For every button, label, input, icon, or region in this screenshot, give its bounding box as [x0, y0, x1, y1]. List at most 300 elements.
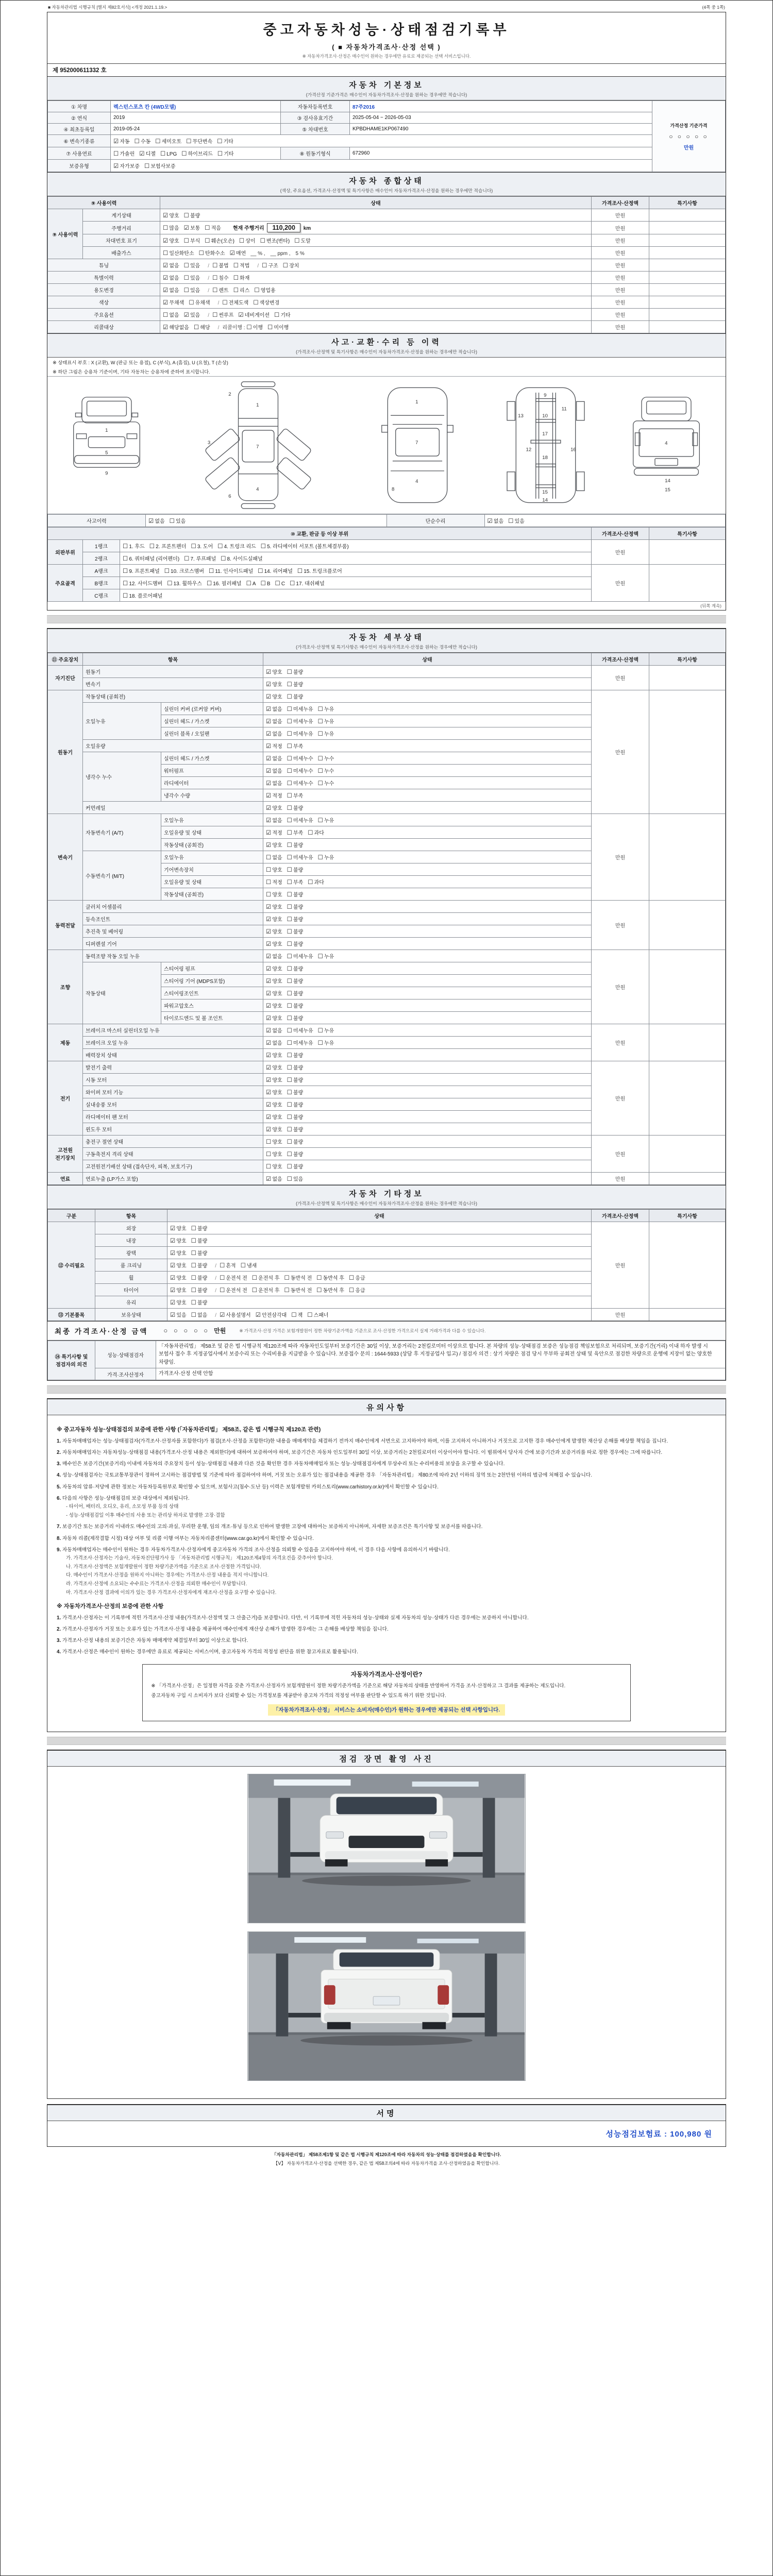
- checkbox-누유[interactable]: ☐ 누유: [317, 854, 334, 861]
- checkbox-부족[interactable]: ☐ 부족: [287, 792, 304, 799]
- status-cell: [263, 1061, 592, 1073]
- exchange-rank-table: [47, 527, 726, 602]
- overall-condition-section: [47, 196, 726, 333]
- checkbox-glyph: ☐: [287, 953, 292, 960]
- checkbox-양호[interactable]: ☑ 양호: [266, 1114, 282, 1121]
- checkbox-없음[interactable]: ☑ 없음: [163, 275, 179, 281]
- checkbox-있음[interactable]: ☐ 있음: [287, 1176, 304, 1182]
- checkbox-누수[interactable]: ☐ 누수: [317, 768, 334, 774]
- checkbox-미세누유[interactable]: ☐ 미세누유: [287, 1040, 313, 1046]
- checkbox-잭[interactable]: ☐ 잭: [291, 1312, 303, 1318]
- checkbox-불량[interactable]: ☐ 불량: [287, 941, 304, 947]
- subitem-label: 작동상태 (공회전): [161, 838, 263, 851]
- checkbox-미세누수[interactable]: ☐ 미세누수: [287, 755, 313, 762]
- checkbox-부족[interactable]: ☐ 부족: [287, 879, 304, 886]
- checkbox-부족[interactable]: ☐ 부족: [287, 743, 304, 750]
- checkbox-안전삼각대[interactable]: ☑ 안전삼각대: [255, 1312, 287, 1318]
- checkbox-미세누유[interactable]: ☐ 미세누유: [287, 731, 313, 737]
- checkbox-glyph: ☐: [287, 904, 292, 910]
- checkbox-불량[interactable]: ☐ 불량: [287, 1101, 304, 1108]
- checkbox-없음[interactable]: ☑ 없음: [266, 706, 282, 713]
- checkbox-불량[interactable]: ☐ 불량: [287, 1015, 304, 1022]
- checkbox-적정[interactable]: ☑ 적정: [266, 743, 282, 750]
- checkbox-양호[interactable]: ☑ 양호: [266, 842, 282, 849]
- checkbox-없음[interactable]: ☑ 없음: [266, 1027, 282, 1034]
- checkbox-응급[interactable]: ☐ 응급: [349, 1275, 365, 1281]
- checkbox-glyph: ☐: [191, 1299, 196, 1306]
- checkbox-자동[interactable]: ☑ 자동: [113, 139, 130, 145]
- checkbox-12. 사이드멤버[interactable]: ☐ 12. 사이드멤버: [123, 580, 163, 587]
- checkbox-불량[interactable]: ☐ 불량: [287, 891, 304, 898]
- checkbox-운전석 전[interactable]: ☐ 운전석 전: [220, 1287, 247, 1294]
- status-cell: [263, 888, 592, 900]
- checkbox-18. 플로어패널[interactable]: ☐ 18. 플로어패널: [123, 592, 163, 599]
- checkbox-불량[interactable]: ☐ 불량: [287, 1089, 304, 1096]
- item-label: 유리: [95, 1296, 167, 1308]
- checkbox-없음[interactable]: ☑ 없음: [163, 263, 179, 269]
- checkbox-양호[interactable]: ☐ 양호: [266, 891, 282, 898]
- checkbox-불량[interactable]: ☐ 불량: [287, 681, 304, 688]
- checkbox-무단변속[interactable]: ☐ 무단변속: [186, 139, 213, 145]
- checkbox-없음[interactable]: ☑ 없음: [266, 1040, 282, 1046]
- car-rear-diagram: [623, 383, 710, 507]
- checkbox-glyph: ☑: [266, 1003, 272, 1009]
- checkbox-있음[interactable]: ☐ 있음: [508, 518, 525, 524]
- checkbox-glyph: ☐: [291, 1312, 297, 1318]
- checkbox-불량[interactable]: ☐ 불량: [287, 1151, 304, 1158]
- checkbox-화재[interactable]: ☐ 화재: [233, 275, 250, 281]
- col-header: 상태: [160, 197, 592, 209]
- checkbox-양호[interactable]: ☑ 양호: [266, 681, 282, 688]
- checkbox-양호[interactable]: ☑ 양호: [266, 693, 282, 700]
- checkbox-양호[interactable]: ☑ 양호: [266, 805, 282, 811]
- checkbox-미세누수[interactable]: ☐ 미세누수: [287, 768, 313, 774]
- checkbox-미세누유[interactable]: ☐ 미세누유: [287, 718, 313, 725]
- checkbox-미세누유[interactable]: ☐ 미세누유: [287, 706, 313, 713]
- checkbox-동반석 전[interactable]: ☐ 동반석 전: [284, 1287, 312, 1294]
- checkbox-C[interactable]: ☐ C: [275, 580, 285, 587]
- item-label: 냉각수 누수: [83, 752, 161, 801]
- checkbox-glyph: ☑: [266, 1114, 272, 1121]
- checkbox-불량[interactable]: ☐ 불량: [191, 1287, 208, 1294]
- checkbox-14. 리어패널[interactable]: ☐ 14. 리어패널: [258, 568, 293, 574]
- checkbox-불량[interactable]: ☐ 불량: [287, 669, 304, 675]
- checkbox-양호[interactable]: ☑ 양호: [170, 1299, 187, 1306]
- checkbox-glyph: ☑: [266, 743, 272, 750]
- checkbox-누유[interactable]: ☐ 누유: [317, 1027, 334, 1034]
- engine-type: 672960: [350, 147, 652, 160]
- checkbox-불량[interactable]: ☐ 불량: [287, 1163, 304, 1170]
- checkbox-없음[interactable]: ☑ 없음: [266, 768, 282, 774]
- checkbox-glyph: ☐: [317, 731, 323, 737]
- status-cell: [263, 1073, 592, 1086]
- status-cell: [263, 739, 592, 752]
- checkbox-없음[interactable]: ☑ 없음: [487, 518, 504, 524]
- checkbox-없음[interactable]: ☑ 없음: [266, 780, 282, 787]
- checkbox-불량[interactable]: ☐ 불량: [191, 1225, 208, 1232]
- svg-text:4: 4: [664, 440, 668, 446]
- checkbox-탄화수소[interactable]: ☐ 탄화수소: [198, 250, 225, 257]
- checkbox-상이[interactable]: ☐ 상이: [239, 238, 256, 244]
- checkbox-불량[interactable]: ☐ 불량: [183, 213, 200, 219]
- checkbox-동반석 후[interactable]: ☐ 동반석 후: [316, 1275, 344, 1281]
- checkbox-적정[interactable]: ☑ 적정: [266, 829, 282, 836]
- notice-subtitle: ※ 중고자동차 성능·상태점검의 보증에 관한 사항 (「자동차관리법」 제58조, 같은 법 시행규칙 제120조 관련): [57, 1426, 321, 1433]
- car-front-diagram: [63, 383, 150, 507]
- checkbox-있음[interactable]: ☐ 있음: [183, 263, 200, 269]
- checkbox-디젤[interactable]: ☑ 디젤: [139, 151, 156, 157]
- checkbox-하이브리드[interactable]: ☐ 하이브리드: [181, 151, 213, 157]
- checkbox-적정[interactable]: ☑ 적정: [266, 792, 282, 799]
- note-cell: [649, 900, 726, 950]
- checkbox-A[interactable]: ☐ A: [246, 580, 256, 587]
- checkbox-양호[interactable]: ☑ 양호: [266, 1015, 282, 1022]
- checkbox-있음[interactable]: ☑ 있음: [183, 312, 200, 318]
- checkbox-누유[interactable]: ☐ 누유: [317, 706, 334, 713]
- block-signature: [47, 2104, 726, 2147]
- checkbox-도말[interactable]: ☐ 도말: [294, 238, 311, 244]
- checkbox-누유[interactable]: ☐ 누유: [317, 1040, 334, 1046]
- checkbox-없음[interactable]: ☑ 없음: [163, 287, 179, 294]
- checkbox-양호[interactable]: ☐ 양호: [266, 867, 282, 873]
- checkbox-2. 프론트펜더[interactable]: ☐ 2. 프론트펜더: [149, 543, 187, 550]
- checkbox-15. 트렁크플로어[interactable]: ☐ 15. 트렁크플로어: [297, 568, 342, 574]
- checkbox-누유[interactable]: ☐ 누유: [317, 953, 334, 960]
- checkbox-누유[interactable]: ☐ 누유: [317, 731, 334, 737]
- subitem-label: 기어변속장치: [161, 863, 263, 875]
- checkbox-glyph: ☑: [220, 1312, 225, 1318]
- checkbox-glyph: ☑: [163, 325, 169, 331]
- checkbox-유채색[interactable]: ☐ 유채색: [189, 300, 210, 306]
- opinion-who: 성능·상태점검자: [95, 1341, 156, 1368]
- status-cell: [263, 950, 592, 962]
- checkbox-양호[interactable]: ☑ 양호: [266, 965, 282, 972]
- checkbox-누수[interactable]: ☐ 누수: [317, 780, 334, 787]
- checkbox-5. 라디에이터 서포트 (볼트체결부품)[interactable]: ☐ 5. 라디에이터 서포트 (볼트체결부품): [260, 543, 349, 550]
- checkbox-불량[interactable]: ☐ 불량: [191, 1299, 208, 1306]
- checkbox-네비게이션[interactable]: ☑ 네비게이션: [238, 312, 270, 318]
- checkbox-침수[interactable]: ☐ 침수: [212, 275, 229, 281]
- checkbox-양호[interactable]: ☑ 양호: [266, 941, 282, 947]
- checkbox-불량[interactable]: ☐ 불량: [287, 1064, 304, 1071]
- checkbox-장치[interactable]: ☐ 장치: [282, 263, 299, 269]
- checkbox-불량[interactable]: ☐ 불량: [287, 805, 304, 811]
- checkbox-누수[interactable]: ☐ 누수: [317, 755, 334, 762]
- checkbox-양호[interactable]: ☑ 양호: [266, 1077, 282, 1083]
- checkbox-구조[interactable]: ☐ 구조: [262, 263, 278, 269]
- checkbox-B[interactable]: ☐ B: [260, 580, 271, 587]
- checkbox-영업용[interactable]: ☐ 영업용: [254, 287, 276, 294]
- svg-text:14: 14: [542, 497, 548, 503]
- note-cell: [649, 296, 726, 309]
- checkbox-응급[interactable]: ☐ 응급: [349, 1287, 365, 1294]
- checkbox-냄새[interactable]: ☐ 냄새: [240, 1262, 257, 1269]
- checkbox-이행[interactable]: ☐ 이행: [246, 325, 263, 331]
- checkbox-썬루프[interactable]: ☐ 썬루프: [212, 312, 234, 318]
- item-label: 계기상태: [83, 209, 160, 222]
- checkbox-양호[interactable]: ☑ 양호: [266, 1089, 282, 1096]
- checkbox-불량[interactable]: ☐ 불량: [287, 842, 304, 849]
- status-cell: [263, 838, 592, 851]
- checkbox-불량[interactable]: ☐ 불량: [287, 978, 304, 985]
- checkbox-없음[interactable]: ☐ 없음: [163, 312, 179, 318]
- checkbox-불량[interactable]: ☐ 불량: [287, 1139, 304, 1145]
- item-label: 원동기: [83, 665, 263, 677]
- section-divider: [47, 615, 726, 623]
- subitem-label: 실린더 헤드 / 가스켓: [161, 752, 263, 764]
- checkbox-미세누유[interactable]: ☐ 미세누유: [287, 953, 313, 960]
- checkbox-불량[interactable]: ☐ 불량: [191, 1250, 208, 1257]
- checkbox-자가보증[interactable]: ☑ 자가보증: [113, 163, 140, 170]
- checkbox-훼손(오손)[interactable]: ☐ 훼손(오손): [205, 238, 234, 244]
- checkbox-양호[interactable]: ☑ 양호: [163, 213, 179, 219]
- checkbox-16. 필러패널[interactable]: ☐ 16. 필러패널: [206, 580, 242, 587]
- basic-info-table: [47, 100, 726, 172]
- checkbox-11. 인사이드패널[interactable]: ☐ 11. 인사이드패널: [209, 568, 254, 574]
- note-cell: [649, 539, 726, 564]
- checkbox-기타[interactable]: ☐ 기타: [217, 151, 234, 157]
- checkbox-세미오토[interactable]: ☐ 세미오토: [155, 139, 182, 145]
- checkbox-기타[interactable]: ☐ 기타: [217, 139, 233, 145]
- rank-label: 1랭크: [83, 539, 120, 552]
- checkbox-과다[interactable]: ☐ 과다: [308, 879, 324, 886]
- checkbox-양호[interactable]: ☐ 양호: [266, 1151, 282, 1158]
- checkbox-보통[interactable]: ☑ 보통: [183, 225, 200, 231]
- checkbox-13. 휠하우스[interactable]: ☐ 13. 휠하우스: [167, 580, 202, 587]
- item-label: 색상: [48, 296, 160, 309]
- checkbox-양호[interactable]: ☑ 양호: [266, 904, 282, 910]
- checkbox-무채색[interactable]: ☑ 무채색: [163, 300, 184, 306]
- checkbox-과다[interactable]: ☐ 과다: [308, 829, 324, 836]
- checkbox-LPG[interactable]: ☐ LPG: [160, 151, 177, 157]
- svg-text:15: 15: [664, 487, 670, 493]
- checkbox-양호[interactable]: ☐ 양호: [266, 1163, 282, 1170]
- checkbox-양호[interactable]: ☑ 양호: [266, 1052, 282, 1059]
- checkbox-누유[interactable]: ☐ 누유: [317, 817, 334, 824]
- checkbox-불량[interactable]: ☐ 불량: [287, 916, 304, 923]
- checkbox-양호[interactable]: ☑ 양호: [266, 916, 282, 923]
- checkbox-적법[interactable]: ☐ 적법: [233, 263, 250, 269]
- checkbox-glyph: ☑: [266, 1101, 272, 1108]
- checkbox-색상변경[interactable]: ☐ 색상변경: [253, 300, 280, 306]
- checkbox-양호[interactable]: ☑ 양호: [163, 238, 179, 244]
- subitem-label: 오일누유: [161, 851, 263, 863]
- checkbox-동반석 후[interactable]: ☐ 동반석 후: [316, 1287, 344, 1294]
- checkbox-운전석 전[interactable]: ☐ 운전석 전: [220, 1275, 247, 1281]
- checkbox-양호[interactable]: ☐ 양호: [266, 1139, 282, 1145]
- checkbox-양호[interactable]: ☑ 양호: [266, 1064, 282, 1071]
- checkbox-미세누유[interactable]: ☐ 미세누유: [287, 1027, 313, 1034]
- checkbox-렌트[interactable]: ☐ 렌트: [212, 287, 229, 294]
- checkbox-미세누유[interactable]: ☐ 미세누유: [287, 854, 313, 861]
- checkbox-양호[interactable]: ☑ 양호: [266, 978, 282, 985]
- svg-text:2: 2: [228, 391, 231, 397]
- checkbox-흔적[interactable]: ☐ 흔적: [220, 1262, 236, 1269]
- subitem-label: 스티어링 펌프: [161, 962, 263, 974]
- checkbox-불량[interactable]: ☐ 불량: [191, 1238, 208, 1244]
- checkbox-부족[interactable]: ☐ 부족: [287, 829, 304, 836]
- photo-area: [47, 1767, 726, 2098]
- checkbox-불법[interactable]: ☐ 불법: [212, 263, 229, 269]
- section-title: 사고·교환·수리 등 이력: [331, 338, 442, 347]
- checkbox-미세누유[interactable]: ☐ 미세누유: [287, 817, 313, 824]
- col-header: 상태: [167, 1209, 592, 1222]
- checkbox-적정[interactable]: ☐ 적정: [266, 879, 282, 886]
- checkbox-기타[interactable]: ☐ 기타: [274, 312, 291, 318]
- inspection-photo-rear: [247, 1931, 526, 2081]
- checkbox-4. 트렁크 리드[interactable]: ☐ 4. 트렁크 리드: [217, 543, 256, 550]
- detail-condition-section: [47, 653, 726, 1185]
- checkbox-glyph: ☐: [287, 1163, 292, 1170]
- checkbox-있음[interactable]: ☑ 있음: [170, 1312, 187, 1318]
- checkbox-있음[interactable]: ☐ 있음: [169, 518, 186, 524]
- checkbox-불량[interactable]: ☐ 불량: [287, 1126, 304, 1133]
- checkbox-운전석 후[interactable]: ☐ 운전석 후: [251, 1275, 280, 1281]
- item-label: 브레이크 오일 누유: [83, 1036, 263, 1048]
- checkbox-많음[interactable]: ☐ 많음: [163, 225, 179, 231]
- section-title: 자동차 세부상태: [349, 633, 424, 642]
- checkbox-불량[interactable]: ☐ 불량: [287, 1003, 304, 1009]
- checkbox-없음[interactable]: ☑ 없음: [266, 1176, 282, 1182]
- notice-item: 7. 보증기간 또는 보증거리 이내라도 매수인의 고의·과실, 무리한 운행, 임의 개조·튜닝 등으로 인하여 발생한 고장에 대하여는 보증하지 아니하며, 자세한 보증조건은 특기사항 및 보증서를 따릅니다.: [57, 1524, 483, 1530]
- detail-condition-table: [47, 653, 726, 1185]
- checkbox-양호[interactable]: ☑ 양호: [170, 1225, 187, 1232]
- svg-text:7: 7: [415, 439, 418, 446]
- item-label: 용도변경: [48, 284, 160, 296]
- svg-text:1: 1: [415, 399, 418, 405]
- checkbox-10. 크로스멤버[interactable]: ☐ 10. 크로스멤버: [164, 568, 205, 574]
- checkbox-수동[interactable]: ☐ 수동: [134, 139, 151, 145]
- checkbox-없음[interactable]: ☑ 없음: [266, 817, 282, 824]
- checkbox-glyph: ☐: [287, 1089, 292, 1096]
- checkbox-없음[interactable]: ☐ 없음: [266, 854, 282, 861]
- checkbox-glyph: ☐: [287, 1040, 292, 1046]
- checkbox-보험사보증[interactable]: ☐ 보험사보증: [144, 163, 176, 170]
- checkbox-부식[interactable]: ☐ 부식: [183, 238, 200, 244]
- checkbox-1. 후드[interactable]: ☐ 1. 후드: [123, 543, 145, 550]
- svg-text:8: 8: [391, 486, 395, 493]
- checkbox-6. 쿼터패널 (리어펜더)[interactable]: ☐ 6. 쿼터패널 (리어펜더): [123, 555, 180, 562]
- checkbox-glyph: ☐: [164, 568, 170, 574]
- price-appraisal-info-box: [142, 1664, 630, 1721]
- field-label: ④ 최초등록일: [48, 124, 111, 135]
- checkbox-없음[interactable]: ☐ 없음: [191, 1312, 208, 1318]
- checkbox-없음[interactable]: ☑ 없음: [266, 953, 282, 960]
- status-cell: [263, 1160, 592, 1172]
- checkbox-불량[interactable]: ☐ 불량: [191, 1262, 208, 1269]
- checkbox-3. 도어[interactable]: ☐ 3. 도어: [191, 543, 213, 550]
- checkbox-glyph: ☑: [266, 965, 272, 972]
- checkbox-양호[interactable]: ☑ 양호: [266, 990, 282, 997]
- checkbox-불량[interactable]: ☐ 불량: [287, 1052, 304, 1059]
- checkbox-양호[interactable]: ☑ 양호: [170, 1262, 187, 1269]
- svg-text:1: 1: [105, 427, 108, 433]
- checkbox-glyph: ☐: [191, 1262, 196, 1269]
- checkbox-없음[interactable]: ☑ 없음: [266, 755, 282, 762]
- checkbox-7. 루프패널[interactable]: ☐ 7. 루프패널: [184, 555, 216, 562]
- checkbox-양호[interactable]: ☑ 양호: [266, 1003, 282, 1009]
- checkbox-9. 프론트패널[interactable]: ☐ 9. 프론트패널: [123, 568, 160, 574]
- checkbox-양호[interactable]: ☑ 양호: [266, 928, 282, 935]
- checkbox-없음[interactable]: ☑ 없음: [266, 731, 282, 737]
- checkbox-리스[interactable]: ☐ 리스: [233, 287, 250, 294]
- checkbox-해당[interactable]: ☐ 해당: [193, 325, 210, 331]
- checkbox-동반석 전[interactable]: ☐ 동반석 전: [284, 1275, 312, 1281]
- checkbox-미세누수[interactable]: ☐ 미세누수: [287, 780, 313, 787]
- warranty-options: [111, 160, 652, 172]
- checkbox-불량[interactable]: ☐ 불량: [287, 928, 304, 935]
- checkbox-변조(변타)[interactable]: ☐ 변조(변타): [260, 238, 290, 244]
- checkbox-양호[interactable]: ☑ 양호: [170, 1250, 187, 1257]
- checkbox-불량[interactable]: ☐ 불량: [287, 990, 304, 997]
- checkbox-불량[interactable]: ☐ 불량: [287, 904, 304, 910]
- section-header-basic: [47, 76, 726, 100]
- checkbox-있음[interactable]: ☐ 있음: [183, 275, 200, 281]
- checkbox-glyph: ☐: [287, 1052, 292, 1059]
- checkbox-사용설명서[interactable]: ☑ 사용설명서: [220, 1312, 251, 1318]
- checkbox-스패너[interactable]: ☐ 스패너: [307, 1312, 329, 1318]
- item-label: 주요옵션: [48, 309, 160, 321]
- checkbox-glyph: ☑: [163, 213, 169, 219]
- checkbox-불량[interactable]: ☐ 불량: [287, 1114, 304, 1121]
- checkbox-운전석 후[interactable]: ☐ 운전석 후: [251, 1287, 280, 1294]
- checkbox-17. 대쉬패널[interactable]: ☐ 17. 대쉬패널: [290, 580, 325, 587]
- checkbox-glyph: ☐: [205, 225, 210, 231]
- notice-item: 5. 자동차의 압류·저당에 관한 정보는 자동차등록원부로 확인할 수 있으며, 보험사고(침수·도난 등) 이력은 보험개발원 카히스토리(www.carhistory.or.kr)에서 확인할 수 있습니다.: [57, 1484, 439, 1490]
- section-divider: [47, 1385, 726, 1394]
- checkbox-해당없음[interactable]: ☑ 해당없음: [163, 325, 189, 331]
- checkbox-양호[interactable]: ☑ 양호: [266, 1126, 282, 1133]
- checkbox-누유[interactable]: ☐ 누유: [317, 718, 334, 725]
- subitem-label: 파워고압호스: [161, 999, 263, 1011]
- checkbox-8. 사이드실패널[interactable]: ☐ 8. 사이드실패널: [221, 555, 263, 562]
- checkbox-glyph: ☐: [287, 718, 292, 725]
- item-label: 오일유량: [83, 739, 263, 752]
- status-cell: [263, 764, 592, 776]
- checkbox-양호[interactable]: ☑ 양호: [170, 1238, 187, 1244]
- checkbox-전체도색[interactable]: ☐ 전체도색: [222, 300, 249, 306]
- checkbox-glyph: ☐: [287, 706, 292, 713]
- checkbox-양호[interactable]: ☑ 양호: [170, 1275, 187, 1281]
- checkbox-glyph: ☑: [255, 1312, 261, 1318]
- checkbox-매연[interactable]: ☑ 매연: [229, 250, 246, 257]
- checkbox-불량[interactable]: ☐ 불량: [287, 867, 304, 873]
- checkbox-없음[interactable]: ☑ 없음: [148, 518, 165, 524]
- vin: KPBDHAME1KP067490: [350, 124, 652, 135]
- usage-history-group-label: ⑨ 사용이력: [48, 209, 83, 259]
- checkbox-불량[interactable]: ☐ 불량: [287, 693, 304, 700]
- checkbox-불량[interactable]: ☐ 불량: [191, 1275, 208, 1281]
- checkbox-glyph: ☐: [317, 718, 323, 725]
- status-cell: ☑ 양호 ☐ 불량 / ☐ 운전석 전 ☐ 운전석 후 ☐ 동반석 전 ☐ 동반석 후 ☐ 응급: [167, 1271, 592, 1283]
- checkbox-양호[interactable]: ☑ 양호: [170, 1287, 187, 1294]
- status-cell: [167, 1234, 592, 1246]
- checkbox-glyph: ☑: [266, 1126, 272, 1133]
- checkbox-없음[interactable]: ☑ 없음: [266, 718, 282, 725]
- checkbox-가솔린[interactable]: ☐ 가솔린: [113, 151, 135, 157]
- checkbox-양호[interactable]: ☑ 양호: [266, 669, 282, 675]
- checkbox-glyph: ☐: [266, 879, 272, 886]
- checkbox-적음[interactable]: ☐ 적음: [205, 225, 221, 231]
- info-box-title: 자동차가격조사·산정이란?: [350, 1671, 423, 1679]
- checkbox-불량[interactable]: ☐ 불량: [287, 1077, 304, 1083]
- checkbox-불량[interactable]: ☐ 불량: [287, 965, 304, 972]
- notice-item: 1. 가격조사·산정자는 이 기록부에 적힌 가격조사·산정 내용(가격조사·산정액 및 그 산출근거)을 보증합니다. 다만, 이 기록부에 적힌 자동차의 성능·상태와 실제 자동차의 성능·상태가 다른 경우에는 보증하지 아니합니다.: [57, 1615, 529, 1621]
- checkbox-양호[interactable]: ☑ 양호: [266, 1101, 282, 1108]
- checkbox-미이행[interactable]: ☐ 미이행: [267, 325, 289, 331]
- checkbox-일산화탄소[interactable]: ☐ 일산화탄소: [163, 250, 194, 257]
- checkbox-있음[interactable]: ☐ 있음: [183, 287, 200, 294]
